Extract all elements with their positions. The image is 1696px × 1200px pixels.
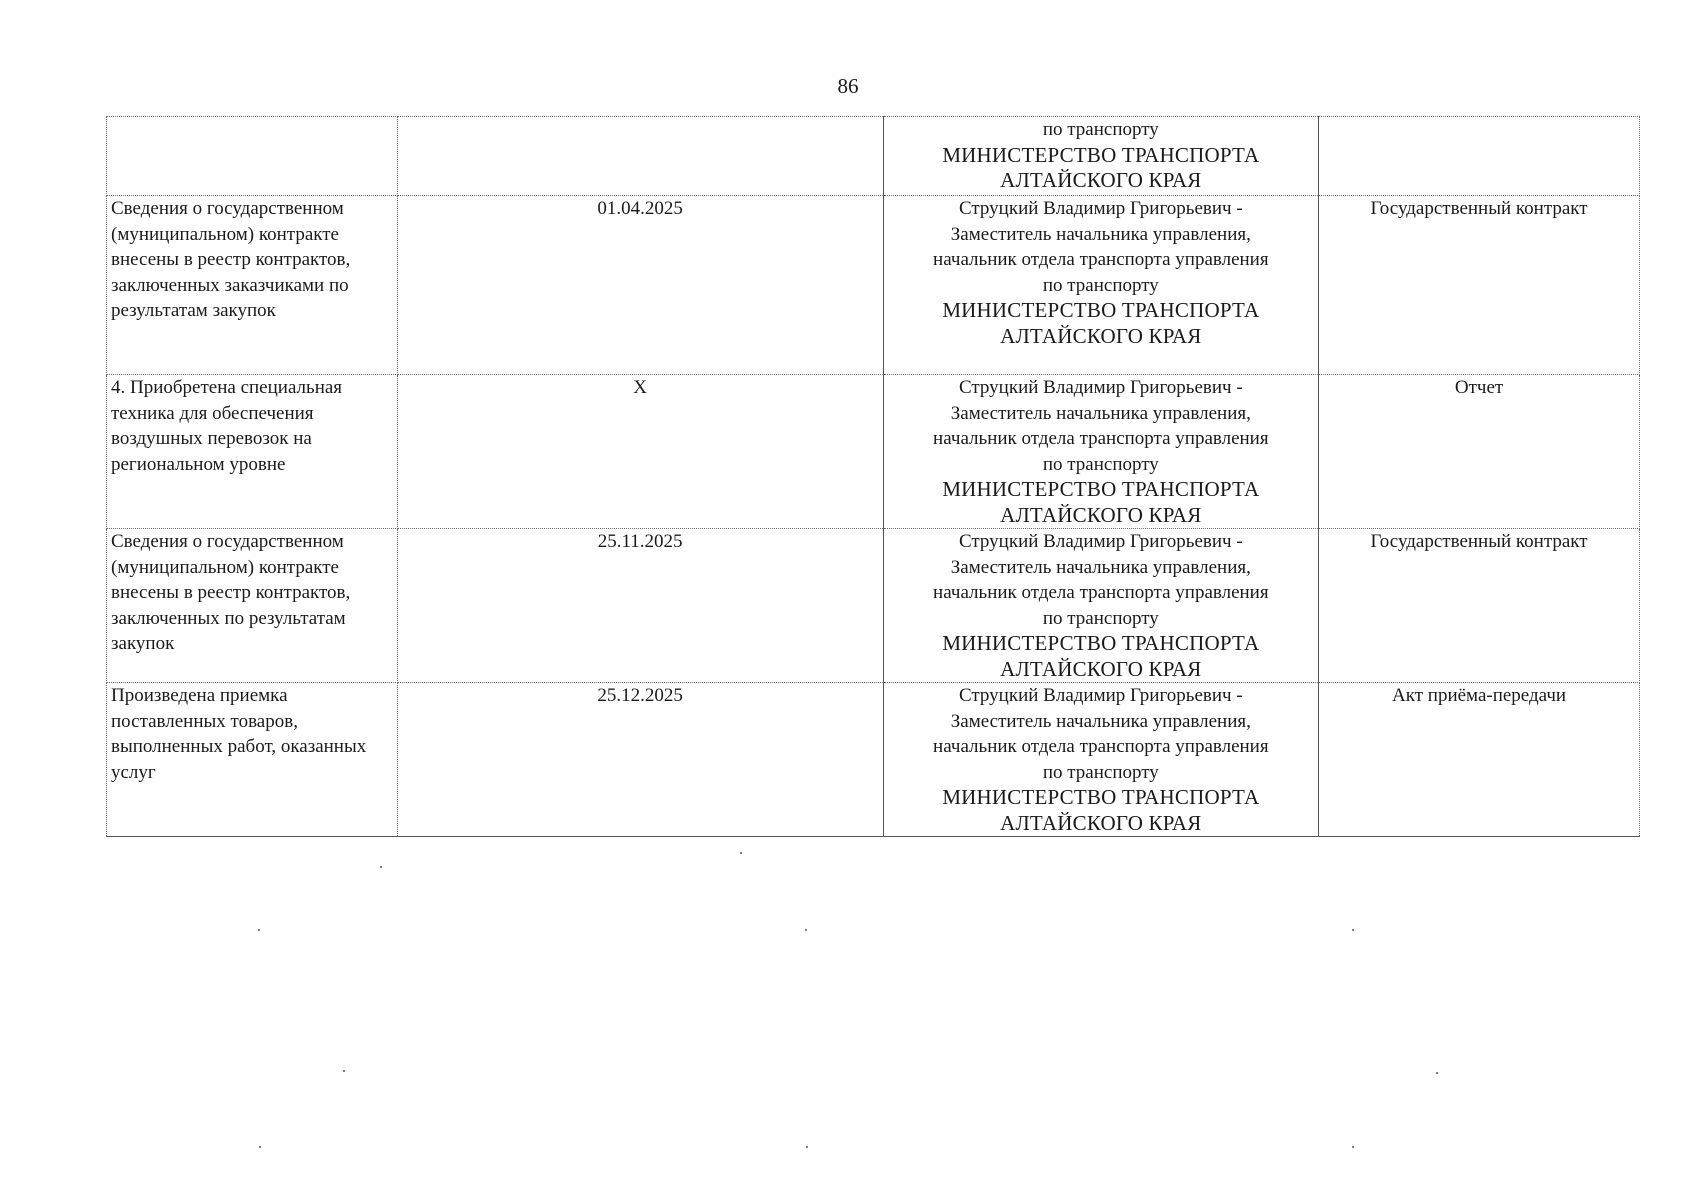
- responsible-line: Струцкий Владимир Григорьевич -: [958, 685, 1243, 706]
- date-cell: [397, 196, 883, 375]
- date-text: X: [633, 377, 647, 398]
- table-row: [107, 529, 1640, 683]
- document-cell: [1319, 375, 1640, 529]
- responsible-continuation: по транспорту: [1042, 607, 1159, 629]
- document-cell: [1319, 529, 1640, 683]
- table-row: [107, 375, 1640, 529]
- responsible-line: Струцкий Владимир Григорьевич -: [958, 531, 1243, 552]
- table-row: [107, 196, 1640, 375]
- document-cell: [1319, 196, 1640, 375]
- page-number: 86: [837, 74, 859, 98]
- responsible-continuation: по транспорту: [1042, 119, 1159, 140]
- date-cell: [397, 117, 883, 196]
- event-cell: [107, 529, 398, 683]
- ministry-line: МИНИСТЕРСТВО ТРАНСПОРТА: [942, 142, 1260, 167]
- ministry-line: МИНИСТЕРСТВО ТРАНСПОРТА: [942, 298, 1260, 322]
- document-text: Отчет: [1454, 377, 1504, 398]
- scan-speck: [259, 1146, 261, 1148]
- responsible-line: Заместитель начальника управления,: [950, 710, 1251, 732]
- event-text: Произведена приемка поставленных товаров, выполненных работ, оказанных услуг: [111, 685, 367, 783]
- scan-speck: [1436, 1072, 1438, 1074]
- scan-speck: [258, 929, 260, 931]
- date-text: 25.12.2025: [597, 685, 683, 706]
- date-cell: [397, 375, 883, 529]
- date-cell: [397, 529, 883, 683]
- ministry-line: АЛТАЙСКОГО КРАЯ: [1000, 810, 1202, 835]
- document-text: Государственный контракт: [1370, 531, 1588, 552]
- responsible-line: Струцкий Владимир Григорьевич -: [958, 198, 1243, 219]
- responsible-cell: [883, 683, 1319, 837]
- responsible-cell: [883, 117, 1319, 196]
- event-text: 4. Приобретена специальная техника для обеспечения воздушных перевозок на региональном уровне: [111, 377, 343, 475]
- responsible-line: начальник отдела транспорта управления: [933, 249, 1269, 270]
- ministry-line: АЛТАЙСКОГО КРАЯ: [1000, 323, 1202, 348]
- scan-speck: [380, 866, 382, 868]
- ministry-line: АЛТАЙСКОГО КРАЯ: [1000, 656, 1202, 681]
- event-cell: [107, 683, 398, 837]
- table-row: [107, 117, 1640, 196]
- event-cell: [107, 117, 398, 196]
- document-cell: [1319, 117, 1640, 196]
- responsible-line: начальник отдела транспорта управления: [933, 428, 1269, 449]
- responsible-line: Заместитель начальника управления,: [950, 556, 1251, 578]
- document-text: Государственный контракт: [1370, 198, 1588, 219]
- responsible-cell: [883, 529, 1319, 683]
- document-text: Акт приёма-передачи: [1392, 685, 1567, 706]
- date-text: 25.11.2025: [597, 531, 683, 552]
- scan-speck: [805, 929, 807, 931]
- scan-speck: [1352, 1146, 1354, 1148]
- responsible-cell: [883, 196, 1319, 375]
- ministry-line: АЛТАЙСКОГО КРАЯ: [1000, 502, 1202, 527]
- plan-table: [106, 116, 1640, 837]
- event-cell: [107, 196, 398, 375]
- event-cell: [107, 375, 398, 529]
- date-cell: [397, 683, 883, 837]
- ministry-line: МИНИСТЕРСТВО ТРАНСПОРТА: [942, 477, 1260, 501]
- responsible-line: Заместитель начальника управления,: [950, 223, 1251, 245]
- responsible-line: Заместитель начальника управления,: [950, 402, 1251, 424]
- document-cell: [1319, 683, 1640, 837]
- responsible-line: Струцкий Владимир Григорьевич -: [958, 377, 1243, 398]
- date-text: 01.04.2025: [597, 198, 683, 219]
- responsible-line: начальник отдела транспорта управления: [933, 736, 1269, 757]
- ministry-line: МИНИСТЕРСТВО ТРАНСПОРТА: [942, 631, 1260, 655]
- responsible-line: начальник отдела транспорта управления: [933, 582, 1269, 603]
- responsible-continuation: по транспорту: [1042, 761, 1159, 783]
- scan-speck: [806, 1146, 808, 1148]
- event-text: Сведения о государственном (муниципальном) контракте внесены в реестр контрактов, заключенных по результатам закупок: [111, 531, 351, 654]
- responsible-continuation: по транспорту: [1042, 274, 1159, 296]
- ministry-line: МИНИСТЕРСТВО ТРАНСПОРТА: [942, 785, 1260, 809]
- scan-speck: [1352, 929, 1354, 931]
- scan-speck: [740, 852, 742, 854]
- table-row: [107, 683, 1640, 837]
- ministry-line: АЛТАЙСКОГО КРАЯ: [1000, 168, 1202, 192]
- event-text: Сведения о государственном (муниципальном) контракте внесены в реестр контрактов, заключенных заказчиками по результатам закупок: [111, 198, 351, 321]
- responsible-cell: [883, 375, 1319, 529]
- scan-speck: [343, 1070, 345, 1072]
- responsible-continuation: по транспорту: [1042, 453, 1159, 475]
